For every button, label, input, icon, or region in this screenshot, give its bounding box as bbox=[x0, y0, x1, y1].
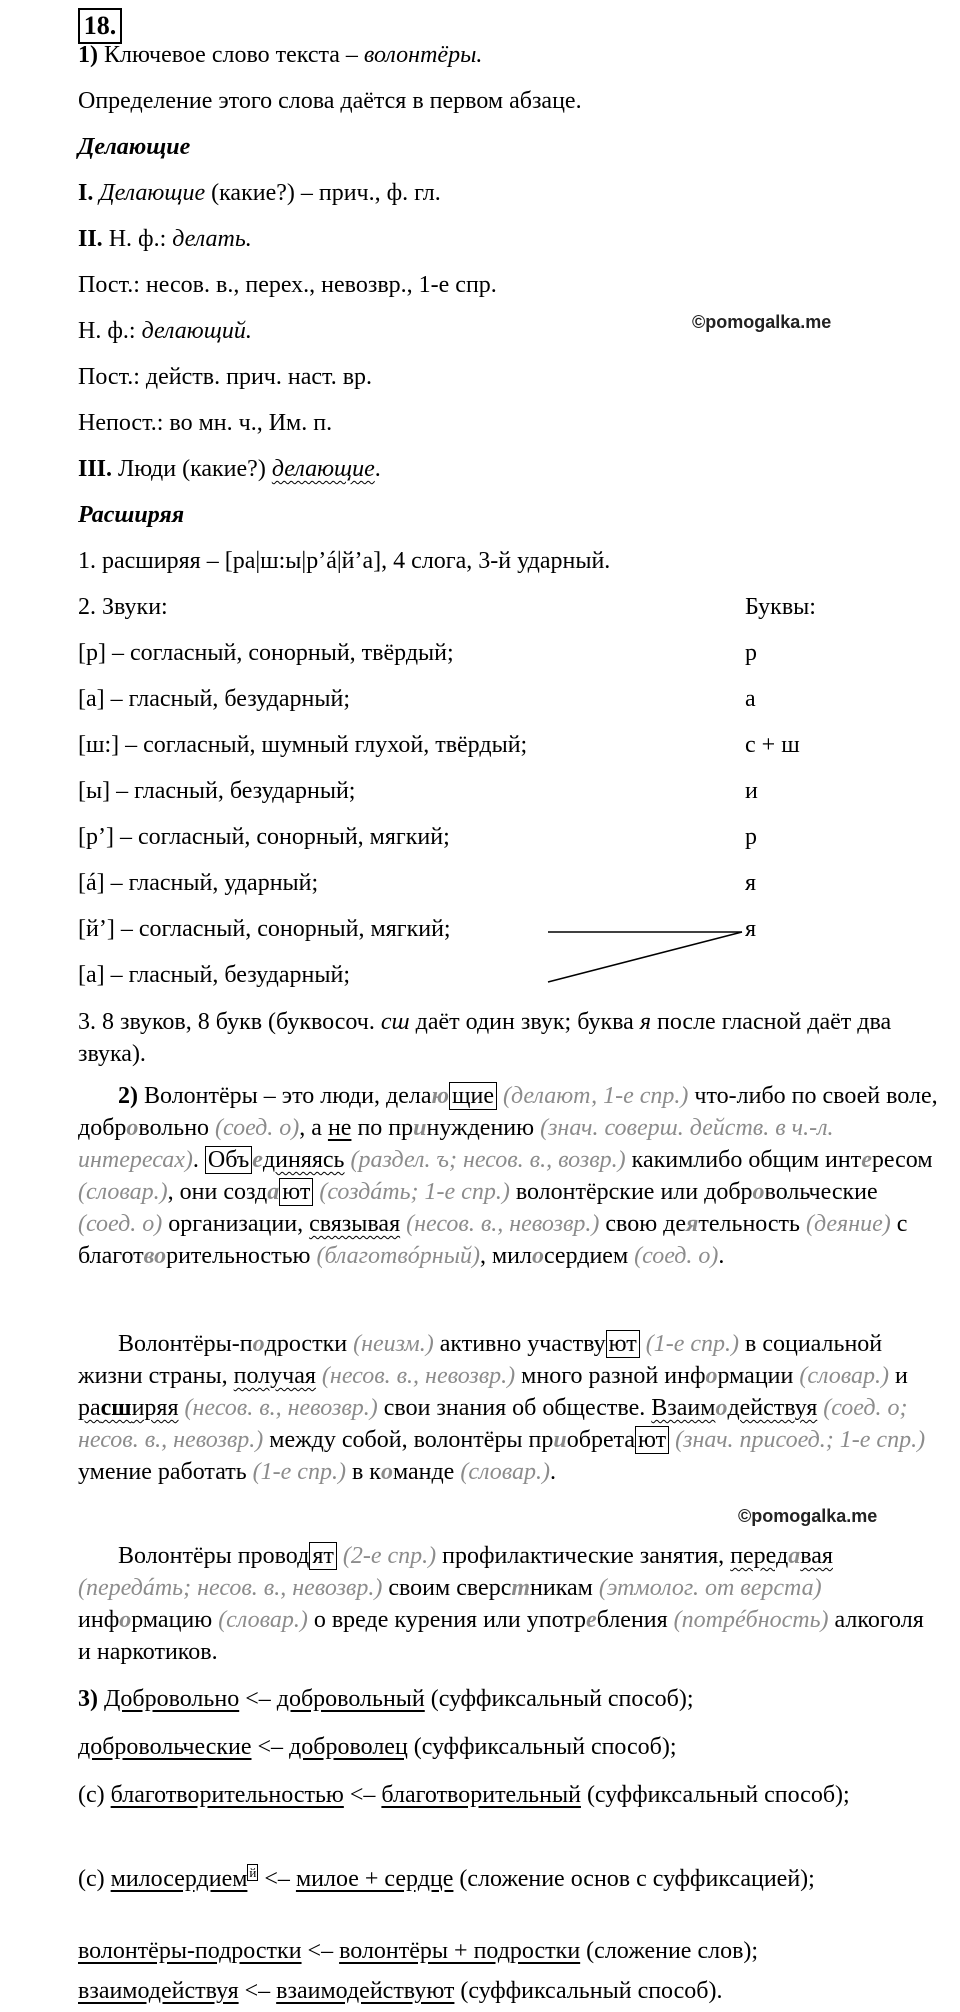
note: (неизм.) bbox=[353, 1331, 434, 1357]
summary-text: 3. 8 звуков, 8 букв (буквосоч. bbox=[78, 1009, 375, 1035]
watermark-2: ©pomogalka.me bbox=[738, 1506, 878, 1526]
derived-word: благотворительностью bbox=[110, 1782, 344, 1808]
note: (несов. в., невозвр.) bbox=[184, 1395, 378, 1421]
derivation-arrow: <– bbox=[264, 1866, 290, 1892]
orthogram: а bbox=[267, 1179, 280, 1205]
text: дростки bbox=[264, 1331, 348, 1357]
sounds-header: 2. Звуки: bbox=[78, 594, 168, 620]
particle: не bbox=[327, 1115, 352, 1141]
word2-summary bbox=[78, 1006, 938, 1070]
orthogram: о bbox=[119, 1607, 132, 1633]
word1-line5: Пост.: действ. прич. наст. вр. bbox=[78, 364, 373, 390]
text: по пр bbox=[357, 1115, 414, 1141]
word1-heading: Делающие bbox=[78, 134, 191, 160]
note: (этмолог. от верста) bbox=[598, 1575, 822, 1601]
part3-line-1 bbox=[78, 1684, 694, 1714]
orthogram: о bbox=[126, 1115, 139, 1141]
roman-2: II. bbox=[78, 226, 103, 252]
note: (передáть; несов. в., невозвр.) bbox=[78, 1575, 383, 1601]
letter-cell: и bbox=[745, 778, 758, 804]
word1-l7-text: Люди (какие?) bbox=[118, 456, 266, 482]
text: какимлибо общим инт bbox=[631, 1147, 862, 1173]
ending-box: ют bbox=[606, 1330, 640, 1358]
text: свои знания об обществе. bbox=[383, 1395, 646, 1421]
derivation-arrow: <– bbox=[307, 1938, 334, 1964]
text: между собой, волонтёры пр bbox=[269, 1427, 554, 1453]
text: . bbox=[718, 1243, 725, 1269]
part1-label: 1) bbox=[78, 42, 98, 68]
derived-word: Добровольно bbox=[104, 1686, 240, 1712]
summary-letter: я bbox=[639, 1009, 651, 1035]
part3-label: 3) bbox=[78, 1686, 98, 1712]
derivation-arrow: <– bbox=[245, 1686, 271, 1712]
part2-paragraph-1 bbox=[78, 1080, 938, 1272]
gerund: вая bbox=[800, 1543, 833, 1569]
word1-l7-word: делающие bbox=[271, 456, 375, 482]
ending-box: ят bbox=[309, 1542, 337, 1570]
note: (потрéбность) bbox=[673, 1607, 829, 1633]
text: своим сверс bbox=[388, 1575, 512, 1601]
part2-paragraph-2 bbox=[78, 1328, 938, 1488]
base-word: добровольный bbox=[276, 1686, 425, 1712]
note: (1-е спр.) bbox=[645, 1331, 739, 1357]
participle: диняясь bbox=[262, 1147, 345, 1173]
text: профилактические занятия, bbox=[442, 1543, 725, 1569]
word1-line3: Пост.: несов. в., перех., невозвр., 1-е спр. bbox=[78, 272, 497, 298]
derived-word: милосердием bbox=[110, 1866, 248, 1892]
text: , мил bbox=[479, 1243, 532, 1269]
word1-l4-word: делающий. bbox=[141, 318, 252, 344]
orthogram: и bbox=[553, 1427, 567, 1453]
sound-row: [а] – гласный, безударный; bbox=[78, 686, 351, 712]
method: (суффиксальный способ); bbox=[413, 1734, 677, 1760]
text: рмацию bbox=[131, 1607, 213, 1633]
text: , они созд bbox=[167, 1179, 268, 1205]
text: Волонтёры-п bbox=[118, 1331, 253, 1357]
orthogram: е bbox=[586, 1607, 597, 1633]
part1-text: Ключевое слово текста – bbox=[104, 42, 358, 68]
base-word: милое + сердце bbox=[295, 1866, 454, 1892]
letters-header: Буквы: bbox=[745, 594, 816, 620]
note: (знач. присоед.; 1-е спр.) bbox=[675, 1427, 926, 1453]
orthogram: ю bbox=[431, 1083, 450, 1109]
sound-row: [й’] – согласный, сонорный, мягкий; bbox=[78, 916, 451, 942]
text: , а bbox=[299, 1115, 322, 1141]
gerund: ра bbox=[78, 1395, 101, 1421]
text: с благот bbox=[78, 1211, 908, 1269]
word2-heading: Расширяя bbox=[78, 502, 185, 528]
text: никам bbox=[530, 1575, 593, 1601]
text: много разной инф bbox=[521, 1363, 706, 1389]
ending-box: ют bbox=[279, 1178, 313, 1206]
letter-cell: я bbox=[745, 916, 757, 942]
part1-line2: Определение этого слова даётся в первом абзаце. bbox=[78, 88, 582, 114]
text: рительностью bbox=[166, 1243, 311, 1269]
exercise-number: 18. bbox=[78, 8, 122, 44]
word1-l4-text: Н. ф.: bbox=[78, 318, 136, 344]
text: рмации bbox=[717, 1363, 794, 1389]
watermark-1: ©pomogalka.me bbox=[692, 312, 832, 332]
gerund: Взаим bbox=[651, 1395, 716, 1421]
text: что-либо по своей воле, добр bbox=[78, 1083, 938, 1141]
note: (словар.) bbox=[799, 1363, 890, 1389]
derivation-arrow: <– bbox=[349, 1782, 376, 1808]
method: (сложение слов); bbox=[586, 1938, 759, 1964]
note: (несов. в., невозвр.) bbox=[321, 1363, 516, 1389]
roman-3: III. bbox=[78, 456, 113, 482]
note: (благотвóрный) bbox=[316, 1243, 480, 1269]
orthogram: о bbox=[752, 1179, 765, 1205]
note: (словар.) bbox=[218, 1607, 308, 1633]
part2-paragraph-3 bbox=[78, 1540, 938, 1668]
orthogram: а bbox=[788, 1543, 801, 1569]
orthogram: о bbox=[531, 1243, 544, 1269]
sound-row: [ы] – гласный, безударный; bbox=[78, 778, 356, 804]
part3-line-4 bbox=[78, 1858, 938, 1894]
gerund: иряя bbox=[131, 1395, 179, 1421]
part3-line-3 bbox=[78, 1780, 938, 1810]
derived-word: добровольческие bbox=[78, 1734, 252, 1760]
letter-cell: р bbox=[745, 640, 757, 666]
word1-l2-word: делать. bbox=[172, 226, 252, 252]
text: сердием bbox=[543, 1243, 629, 1269]
orthogram: я bbox=[686, 1211, 699, 1237]
word1-l7-end: . bbox=[374, 456, 381, 482]
text: свою де bbox=[605, 1211, 686, 1237]
gerund: связывая bbox=[309, 1211, 401, 1237]
text: . bbox=[549, 1459, 556, 1485]
text: алкоголя и наркотиков. bbox=[78, 1607, 924, 1665]
gerund: получая bbox=[233, 1363, 316, 1389]
derived-word: волонтёры-подростки bbox=[78, 1938, 302, 1964]
text: . bbox=[192, 1147, 199, 1173]
orthogram: о bbox=[252, 1331, 265, 1357]
word1-l2-text: Н. ф.: bbox=[108, 226, 167, 252]
text: о вреде курения или употр bbox=[313, 1607, 587, 1633]
summary-text: даёт один звук; буква bbox=[415, 1009, 634, 1035]
text: вольно bbox=[138, 1115, 210, 1141]
note: (1-е спр.) bbox=[252, 1459, 346, 1485]
method: (суффиксальный способ); bbox=[430, 1686, 694, 1712]
part3-line-2 bbox=[78, 1732, 677, 1762]
note: (несов. в., невозвр.) bbox=[406, 1211, 600, 1237]
text: вольческие bbox=[764, 1179, 878, 1205]
prefix-mark: (с) bbox=[78, 1782, 105, 1808]
method: (суффиксальный способ). bbox=[460, 1978, 723, 2004]
summary-text: после гласной даёт два звука). bbox=[78, 1009, 892, 1067]
orthogram: и bbox=[413, 1115, 427, 1141]
sound-row: [á] – гласный, ударный; bbox=[78, 870, 319, 896]
derivation-arrow: <– bbox=[244, 1978, 271, 2004]
note: (словар.) bbox=[78, 1179, 168, 1205]
text: активно участву bbox=[439, 1331, 606, 1357]
part2-label: 2) bbox=[118, 1083, 138, 1109]
orthogram: о bbox=[705, 1363, 718, 1389]
derived-word: взаимодействуя bbox=[78, 1978, 239, 2004]
note: (соед. о) bbox=[215, 1115, 300, 1141]
text: обрета bbox=[566, 1427, 636, 1453]
inserted-sound-mark: й bbox=[249, 1865, 257, 1880]
prefix-mark: (с) bbox=[78, 1866, 105, 1892]
derivation-arrow: <– bbox=[257, 1734, 284, 1760]
word2-phon: 1. расширяя – [ра|ш:ы|р’á|й’а], 4 слога, 3-й ударный. bbox=[78, 548, 611, 574]
text: нуждению bbox=[426, 1115, 535, 1141]
text: инф bbox=[78, 1607, 120, 1633]
sound-row: [р] – согласный, сонорный, твёрдый; bbox=[78, 640, 454, 666]
text: Волонтёры – это люди, дела bbox=[144, 1083, 432, 1109]
keyword: волонтёры. bbox=[363, 42, 483, 68]
letter-cell: я bbox=[745, 870, 757, 896]
sound-row: [а] – гласный, безударный; bbox=[78, 962, 351, 988]
note: (соед. о) bbox=[634, 1243, 719, 1269]
note: (создáть; 1-е спр.) bbox=[319, 1179, 510, 1205]
text: умение работать bbox=[78, 1459, 247, 1485]
base-word: волонтёры + подростки bbox=[339, 1938, 581, 1964]
part3-line-6 bbox=[78, 1976, 723, 2006]
gerund: действуя bbox=[727, 1395, 818, 1421]
text: волонтёрские или добр bbox=[515, 1179, 753, 1205]
text: ресом bbox=[871, 1147, 933, 1173]
note: (2-е спр.) bbox=[342, 1543, 437, 1569]
letter-cell: а bbox=[745, 686, 756, 712]
sound-row: [р’] – согласный, сонорный, мягкий; bbox=[78, 824, 450, 850]
orthogram: во bbox=[143, 1243, 167, 1269]
word1-l1-rest: (какие?) – прич., ф. гл. bbox=[211, 180, 441, 206]
orthogram: о bbox=[380, 1459, 393, 1485]
text: манде bbox=[392, 1459, 455, 1485]
base-word: благотворительный bbox=[381, 1782, 581, 1808]
summary-letters: сш bbox=[380, 1009, 410, 1035]
method: (сложение основ с суффиксацией); bbox=[459, 1866, 815, 1892]
roman-1: I. bbox=[78, 180, 94, 206]
prefix-box: Объ bbox=[205, 1146, 252, 1174]
word1-line6: Непост.: во мн. ч., Им. п. bbox=[78, 410, 333, 436]
text: Волонтёры провод bbox=[118, 1543, 310, 1569]
text: бления bbox=[596, 1607, 668, 1633]
base-word: взаимодействуют bbox=[276, 1978, 455, 2004]
text: организации, bbox=[168, 1211, 304, 1237]
sound-row: [ш:] – согласный, шумный глухой, твёрдый; bbox=[78, 732, 528, 758]
ending-box: ют bbox=[635, 1426, 669, 1454]
part3-line-5 bbox=[78, 1936, 758, 1966]
word1-form: Делающие bbox=[99, 180, 206, 206]
note: (соед. о) bbox=[78, 1211, 163, 1237]
gerund: перед bbox=[730, 1543, 789, 1569]
orthogram-bold: сш bbox=[100, 1395, 132, 1421]
orthogram: о bbox=[715, 1395, 728, 1421]
base-word: доброволец bbox=[289, 1734, 408, 1760]
note: (делают, 1-е спр.) bbox=[503, 1083, 689, 1109]
note: (раздел. ъ; несов. в., возвр.) bbox=[350, 1147, 626, 1173]
note: (словар.) bbox=[460, 1459, 550, 1485]
text: тельность bbox=[698, 1211, 800, 1237]
letter-cell: с + ш bbox=[745, 732, 800, 758]
ending-box: щие bbox=[449, 1082, 497, 1110]
orthogram: е bbox=[252, 1147, 263, 1173]
note: (соед. о; несов. в., невозвр.) bbox=[78, 1395, 908, 1453]
text: и bbox=[895, 1363, 908, 1389]
text: в к bbox=[351, 1459, 381, 1485]
orthogram: е bbox=[861, 1147, 872, 1173]
text: в социальной жизни страны, bbox=[78, 1331, 883, 1389]
note: (знач. соверш. действ. в ч.-л. интересах) bbox=[78, 1115, 834, 1173]
orthogram: т bbox=[511, 1575, 531, 1601]
method: (суффиксальный способ); bbox=[586, 1782, 850, 1808]
note: (деяние) bbox=[805, 1211, 891, 1237]
letter-cell: р bbox=[745, 824, 757, 850]
